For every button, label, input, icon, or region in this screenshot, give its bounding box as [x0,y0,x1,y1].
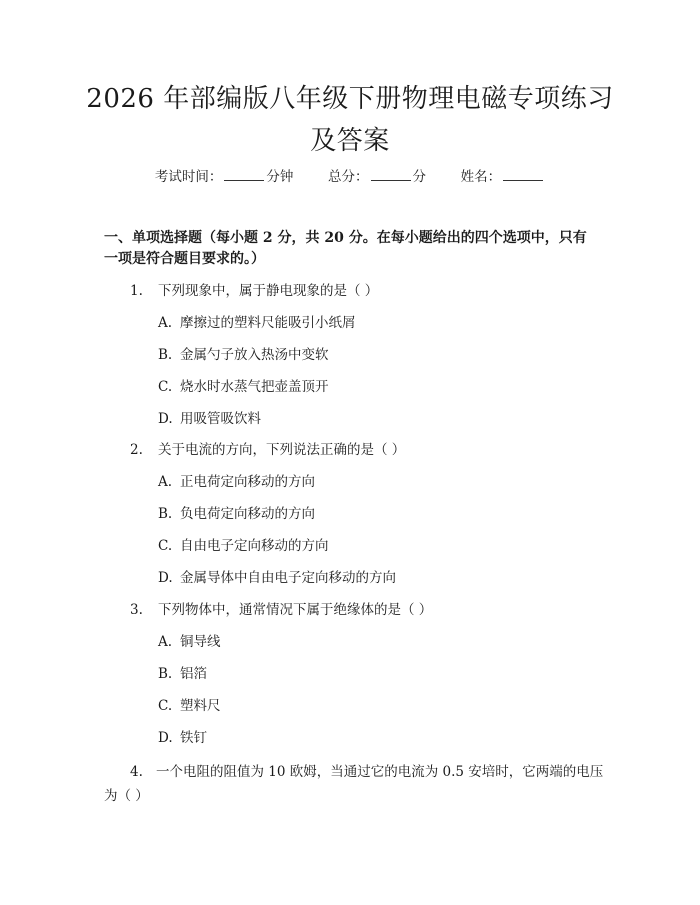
option-text: 自由电子定向移动的方向 [180,538,329,554]
option-text: 摩擦过的塑料尺能吸引小纸屑 [180,315,356,331]
option-1b[interactable] [158,344,329,366]
question-text: 下列现象中，属于静电现象的是（ ） [158,283,379,299]
option-letter: C. [158,379,173,395]
title-line-2: 及答案 [310,126,390,156]
question-1 [130,280,378,302]
option-letter: B. [158,506,173,522]
option-2b[interactable] [158,503,315,525]
option-letter: C. [158,538,173,554]
option-1d[interactable] [158,408,261,430]
score-blank[interactable] [371,166,411,181]
option-text: 金属导体中自由电子定向移动的方向 [180,570,396,586]
option-text: 铁钉 [180,730,207,746]
question-number: 4. [130,764,143,780]
option-letter: D. [158,730,173,746]
option-2a[interactable] [158,471,315,493]
score-label: 总分： [328,169,369,185]
option-text: 负电荷定向移动的方向 [180,506,315,522]
option-3c[interactable] [158,695,221,717]
option-letter: B. [158,347,173,363]
option-text: 烧水时水蒸气把壶盖顶开 [180,379,329,395]
option-text: 铝箔 [180,666,207,682]
time-unit: 分钟 [266,169,294,185]
question-number: 3. [130,602,143,618]
option-letter: B. [158,666,173,682]
section-heading: 一、单项选择题（每小题 2 分，共 20 分。在每小题给出的四个选项中，只有一项是符合题目要求的。） [104,230,587,267]
time-blank[interactable] [224,166,264,181]
option-letter: D. [158,570,173,586]
question-2 [130,439,405,461]
option-3d[interactable] [158,727,207,749]
option-text: 铜导线 [180,634,221,650]
option-1a[interactable] [158,312,356,334]
exam-meta-line [0,166,700,187]
time-label: 考试时间： [154,169,223,185]
option-text: 金属勺子放入热汤中变软 [180,347,329,363]
question-text: 一个电阻的阻值为 10 欧姆，当通过它的电流为 0.5 安培时，它两端的电压为（ ） [104,764,604,804]
name-blank[interactable] [503,166,543,181]
score-unit: 分 [412,169,426,185]
option-text: 塑料尺 [180,698,221,714]
question-text: 下列物体中，通常情况下属于绝缘体的是（ ） [158,602,433,618]
option-3b[interactable] [158,663,207,685]
option-letter: D. [158,411,173,427]
question-number: 1. [130,283,143,299]
option-text: 正电荷定向移动的方向 [180,474,315,490]
page-title [60,78,640,162]
question-text: 关于电流的方向，下列说法正确的是（ ） [158,442,406,458]
option-2c[interactable] [158,535,329,557]
title-line-1: 2026 年部编版八年级下册物理电磁专项练习 [86,84,614,114]
option-text: 用吸管吸饮料 [180,411,261,427]
option-letter: C. [158,698,173,714]
name-label: 姓名： [460,169,502,185]
option-3a[interactable] [158,631,221,653]
option-letter: A. [158,315,173,331]
option-1c[interactable] [158,376,329,398]
question-number: 2. [130,442,143,458]
option-letter: A. [158,474,173,490]
question-3 [130,599,432,621]
option-letter: A. [158,634,173,650]
option-2d[interactable] [158,567,396,589]
question-4 [104,760,604,808]
